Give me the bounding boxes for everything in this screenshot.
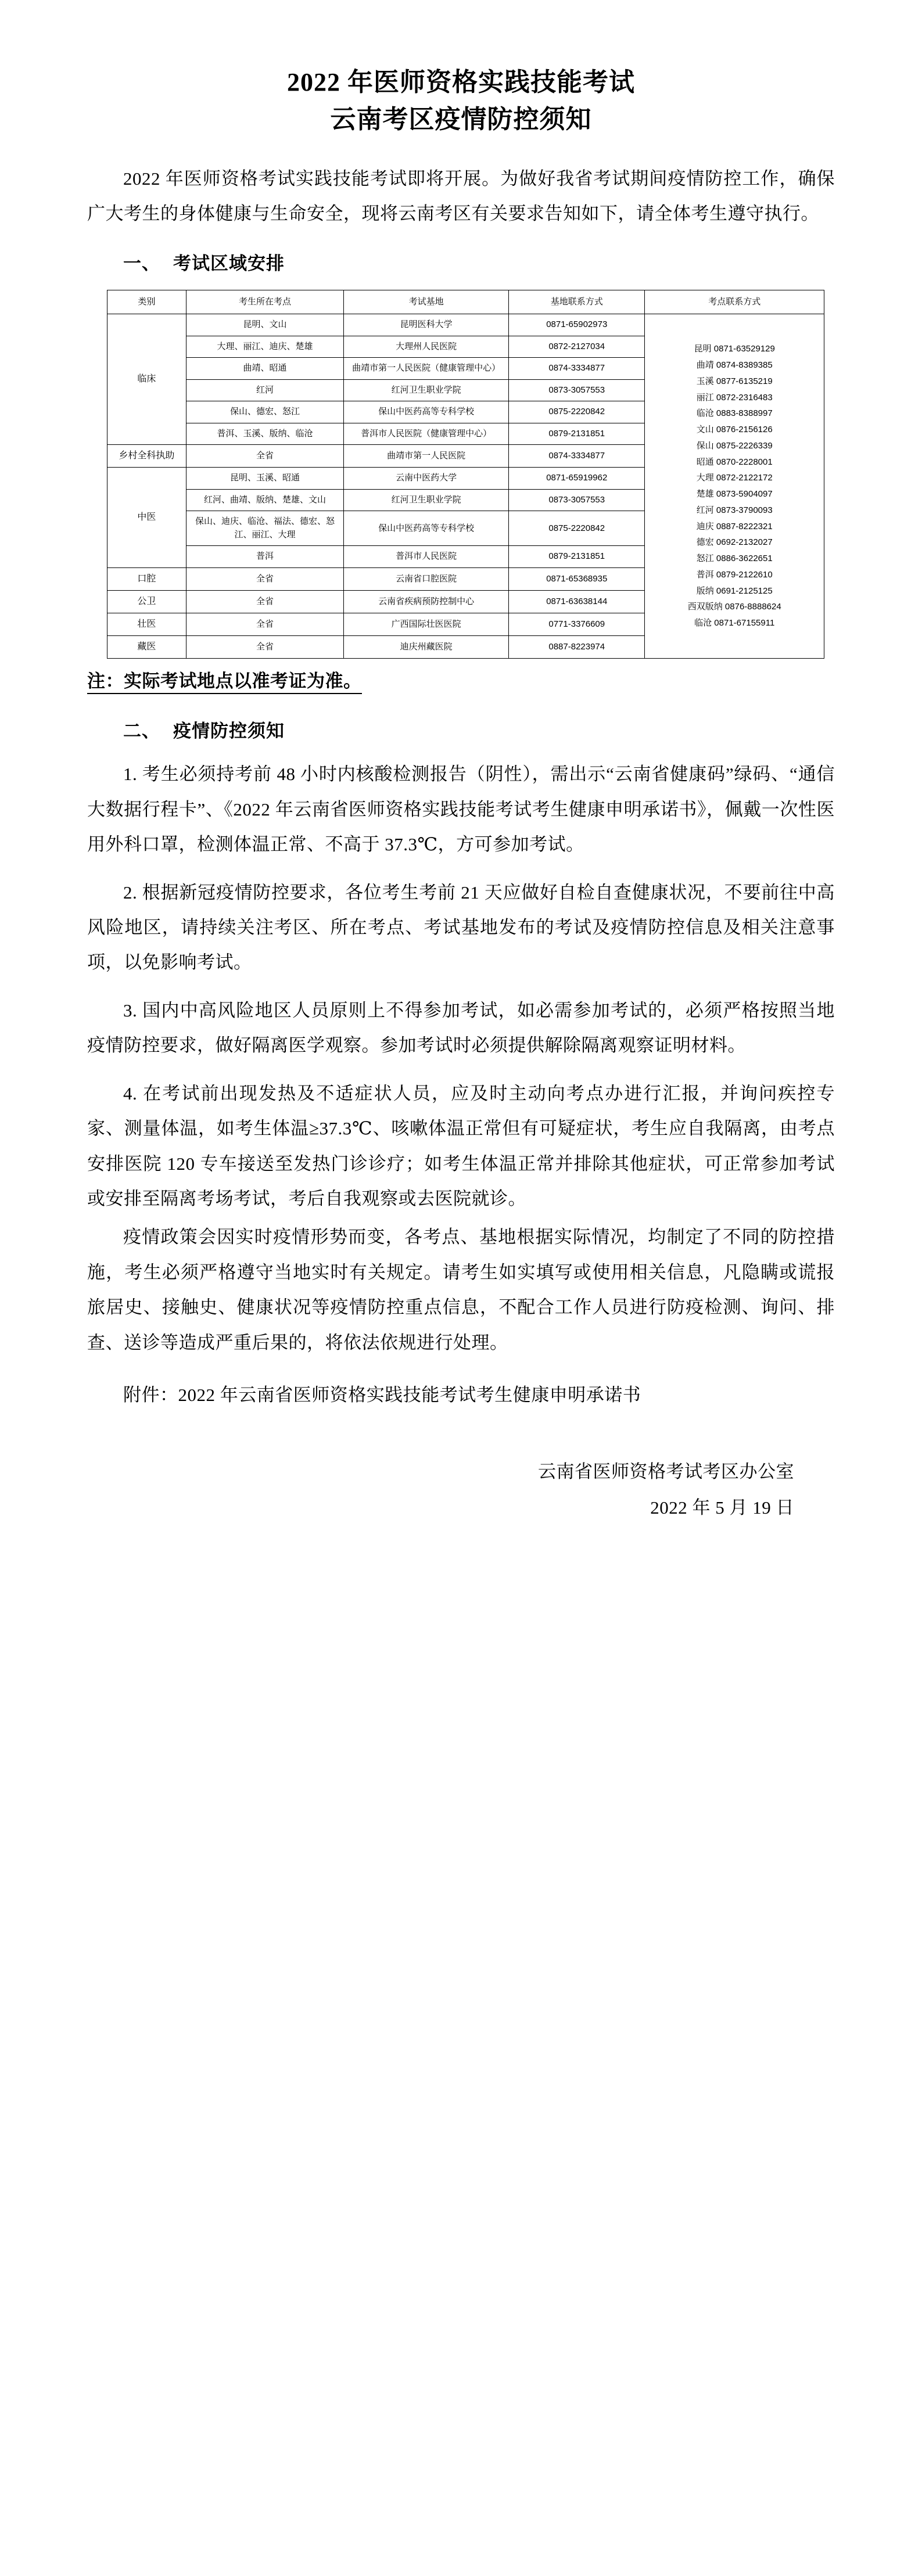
cell-base-tel: 0871-65902973 xyxy=(509,314,645,336)
cell-category: 临床 xyxy=(107,314,186,445)
cell-category: 乡村全科执助 xyxy=(107,445,186,468)
signature-org: 云南省医师资格考试考区办公室 xyxy=(538,1461,794,1482)
cell-base: 曲靖市第一人民医院（健康管理中心） xyxy=(344,358,509,380)
cell-category: 藏医 xyxy=(107,635,186,658)
cell-base: 红河卫生职业学院 xyxy=(344,489,509,511)
cell-category: 口腔 xyxy=(107,567,186,590)
cell-site: 红河 xyxy=(186,379,343,401)
cell-base: 曲靖市第一人民医院 xyxy=(344,445,509,468)
cell-base-tel: 0871-63638144 xyxy=(509,590,645,613)
cell-site-contacts: 昆明 0871-63529129 曲靖 0874-8389385 玉溪 0877-6135219 丽江 0872-2316483 临沧 0883-8388997 文山 0876-2156126 保山 0875-2226339 昭通 0870-2228001 大理 0872-2122172 楚雄 0873-5904097 红河 0873-3790093 迪庆 0887-8222321 德宏 0692-2132027 怒江 0886-3622651 普洱 0879-2122610 版纳 0691-2125125 西双版纳 0876-8888624 临沧 0871-67155911 xyxy=(645,314,824,659)
cell-site: 全省 xyxy=(186,445,343,468)
cell-site: 红河、曲靖、版纳、楚雄、文山 xyxy=(186,489,343,511)
signature-date: 2022 年 5 月 19 日 xyxy=(650,1497,794,1518)
spacer xyxy=(87,1067,835,1076)
intro-paragraph: 2022 年医师资格考试实践技能考试即将开展。为做好我省考试期间疫情防控工作，确保广大考生的身体健康与生命安全，现将云南考区有关要求告知如下，请全体考生遵守执行。 xyxy=(87,168,835,224)
table-note xyxy=(87,664,835,699)
spacer xyxy=(87,984,835,993)
exam-area-table-wrap xyxy=(87,290,835,659)
section-1-number: 一、 xyxy=(123,253,160,274)
cell-base-tel: 0871-65368935 xyxy=(509,567,645,590)
title-line-2: 云南考区疫情防控须知 xyxy=(330,105,592,134)
table-note-text: 注：实际考试地点以准考证为准。 xyxy=(87,671,362,694)
section-heading-2 xyxy=(87,714,835,749)
cell-site: 保山、德宏、怒江 xyxy=(186,401,343,423)
cell-base-tel: 0771-3376609 xyxy=(509,613,645,635)
cell-base: 大理州人民医院 xyxy=(344,336,509,358)
cell-base-tel: 0874-3334877 xyxy=(509,358,645,380)
item-2: 2. 根据新冠疫情防控要求，各位考生考前 21 天应做好自检自查健康状况，不要前往中高风险地区，请持续关注考区、所在考点、考试基地发布的考试及疫情防控信息及相关注意事项，以免影响考试。 xyxy=(87,882,835,973)
cell-category: 中医 xyxy=(107,468,186,568)
cell-base-tel: 0879-2131851 xyxy=(509,546,645,568)
spacer xyxy=(87,866,835,875)
cell-site: 昆明、玉溪、昭通 xyxy=(186,468,343,490)
cell-base-tel: 0887-8223974 xyxy=(509,635,645,658)
section-1-label: 考试区域安排 xyxy=(173,253,285,274)
section-heading-1 xyxy=(87,246,835,281)
section-2-number: 二、 xyxy=(123,720,160,741)
signature-block xyxy=(87,1454,835,1526)
cell-base-tel: 0879-2131851 xyxy=(509,423,645,445)
cell-base-tel: 0873-3057553 xyxy=(509,489,645,511)
item-4: 4. 在考试前出现发热及不适症状人员，应及时主动向考点办进行汇报，并询问疾控专家、测量体温，如考生体温≥37.3℃、咳嗽体温正常但有可疑症状，考生应自我隔离，由考点安排医院 120 专车接送至发热门诊诊疗；如考生体温正常并排除其他症状，可正常参加考试或安排至隔离考场考试，考后自我观察或去医院就诊。 xyxy=(87,1083,835,1209)
cell-base-tel: 0875-2220842 xyxy=(509,511,645,546)
col-header-site-tel: 考点联系方式 xyxy=(645,290,824,314)
col-header-base: 考试基地 xyxy=(344,290,509,314)
cell-site: 全省 xyxy=(186,590,343,613)
cell-base: 保山中医药高等专科学校 xyxy=(344,401,509,423)
table-row xyxy=(107,314,824,336)
cell-base: 保山中医药高等专科学校 xyxy=(344,511,509,546)
table-header-row xyxy=(107,290,824,314)
cell-base: 云南省口腔医院 xyxy=(344,567,509,590)
cell-site: 曲靖、昭通 xyxy=(186,358,343,380)
cell-site: 普洱、玉溪、版纳、临沧 xyxy=(186,423,343,445)
cell-base-tel: 0873-3057553 xyxy=(509,379,645,401)
cell-base-tel: 0871-65919962 xyxy=(509,468,645,490)
item-1: 1. 考生必须持考前 48 小时内核酸检测报告（阴性），需出示“云南省健康码”绿码、“通信大数据行程卡”、《2022 年云南省医师资格实践技能考试考生健康申明承诺书》，佩戴一次性医用外科口罩，检测体温正常、不高于 37.3℃，方可参加考试。 xyxy=(87,764,835,855)
item-3: 3. 国内中高风险地区人员原则上不得参加考试，如必需参加考试的，必须严格按照当地疫情防控要求，做好隔离医学观察。参加考试时必须提供解除隔离观察证明材料。 xyxy=(87,1000,835,1056)
col-header-site: 考生所在考点 xyxy=(186,290,343,314)
cell-base: 昆明医科大学 xyxy=(344,314,509,336)
col-header-base-tel: 基地联系方式 xyxy=(509,290,645,314)
cell-base: 普洱市人民医院 xyxy=(344,546,509,568)
cell-base: 云南省疾病预防控制中心 xyxy=(344,590,509,613)
cell-site: 保山、迪庆、临沧、福法、德宏、怒江、丽江、大理 xyxy=(186,511,343,546)
cell-site: 全省 xyxy=(186,567,343,590)
page-title xyxy=(87,64,835,138)
section-2-label: 疫情防控须知 xyxy=(173,720,285,741)
cell-site: 全省 xyxy=(186,613,343,635)
cell-site: 昆明、文山 xyxy=(186,314,343,336)
cell-base-tel: 0872-2127034 xyxy=(509,336,645,358)
cell-base: 云南中医药大学 xyxy=(344,468,509,490)
cell-category: 公卫 xyxy=(107,590,186,613)
cell-base-tel: 0874-3334877 xyxy=(509,445,645,468)
cell-category: 壮医 xyxy=(107,613,186,635)
cell-base: 普洱市人民医院（健康管理中心） xyxy=(344,423,509,445)
table-body xyxy=(107,314,824,659)
cell-base: 广西国际壮医医院 xyxy=(344,613,509,635)
attachment-line: 附件：2022 年云南省医师资格实践技能考试考生健康申明承诺书 xyxy=(123,1385,641,1406)
col-header-category: 类别 xyxy=(107,290,186,314)
cell-site: 全省 xyxy=(186,635,343,658)
title-line-1: 2022 年医师资格实践技能考试 xyxy=(287,68,635,96)
cell-base-tel: 0875-2220842 xyxy=(509,401,645,423)
exam-area-table xyxy=(107,290,824,659)
cell-base: 迪庆州藏医院 xyxy=(344,635,509,658)
cell-site: 普洱 xyxy=(186,546,343,568)
item-5: 疫情政策会因实时疫情形势而变，各考点、基地根据实际情况，均制定了不同的防控措施，考生必须严格遵守当地实时有关规定。请考生如实填写或使用相关信息，凡隐瞒或谎报旅居史、接触史、健康状况等疫情防控重点信息，不配合工作人员进行防疫检测、询问、排查、送诊等造成严重后果的，将依法依规进行处理。 xyxy=(87,1227,835,1353)
cell-base: 红河卫生职业学院 xyxy=(344,379,509,401)
cell-site: 大理、丽江、迪庆、楚雄 xyxy=(186,336,343,358)
